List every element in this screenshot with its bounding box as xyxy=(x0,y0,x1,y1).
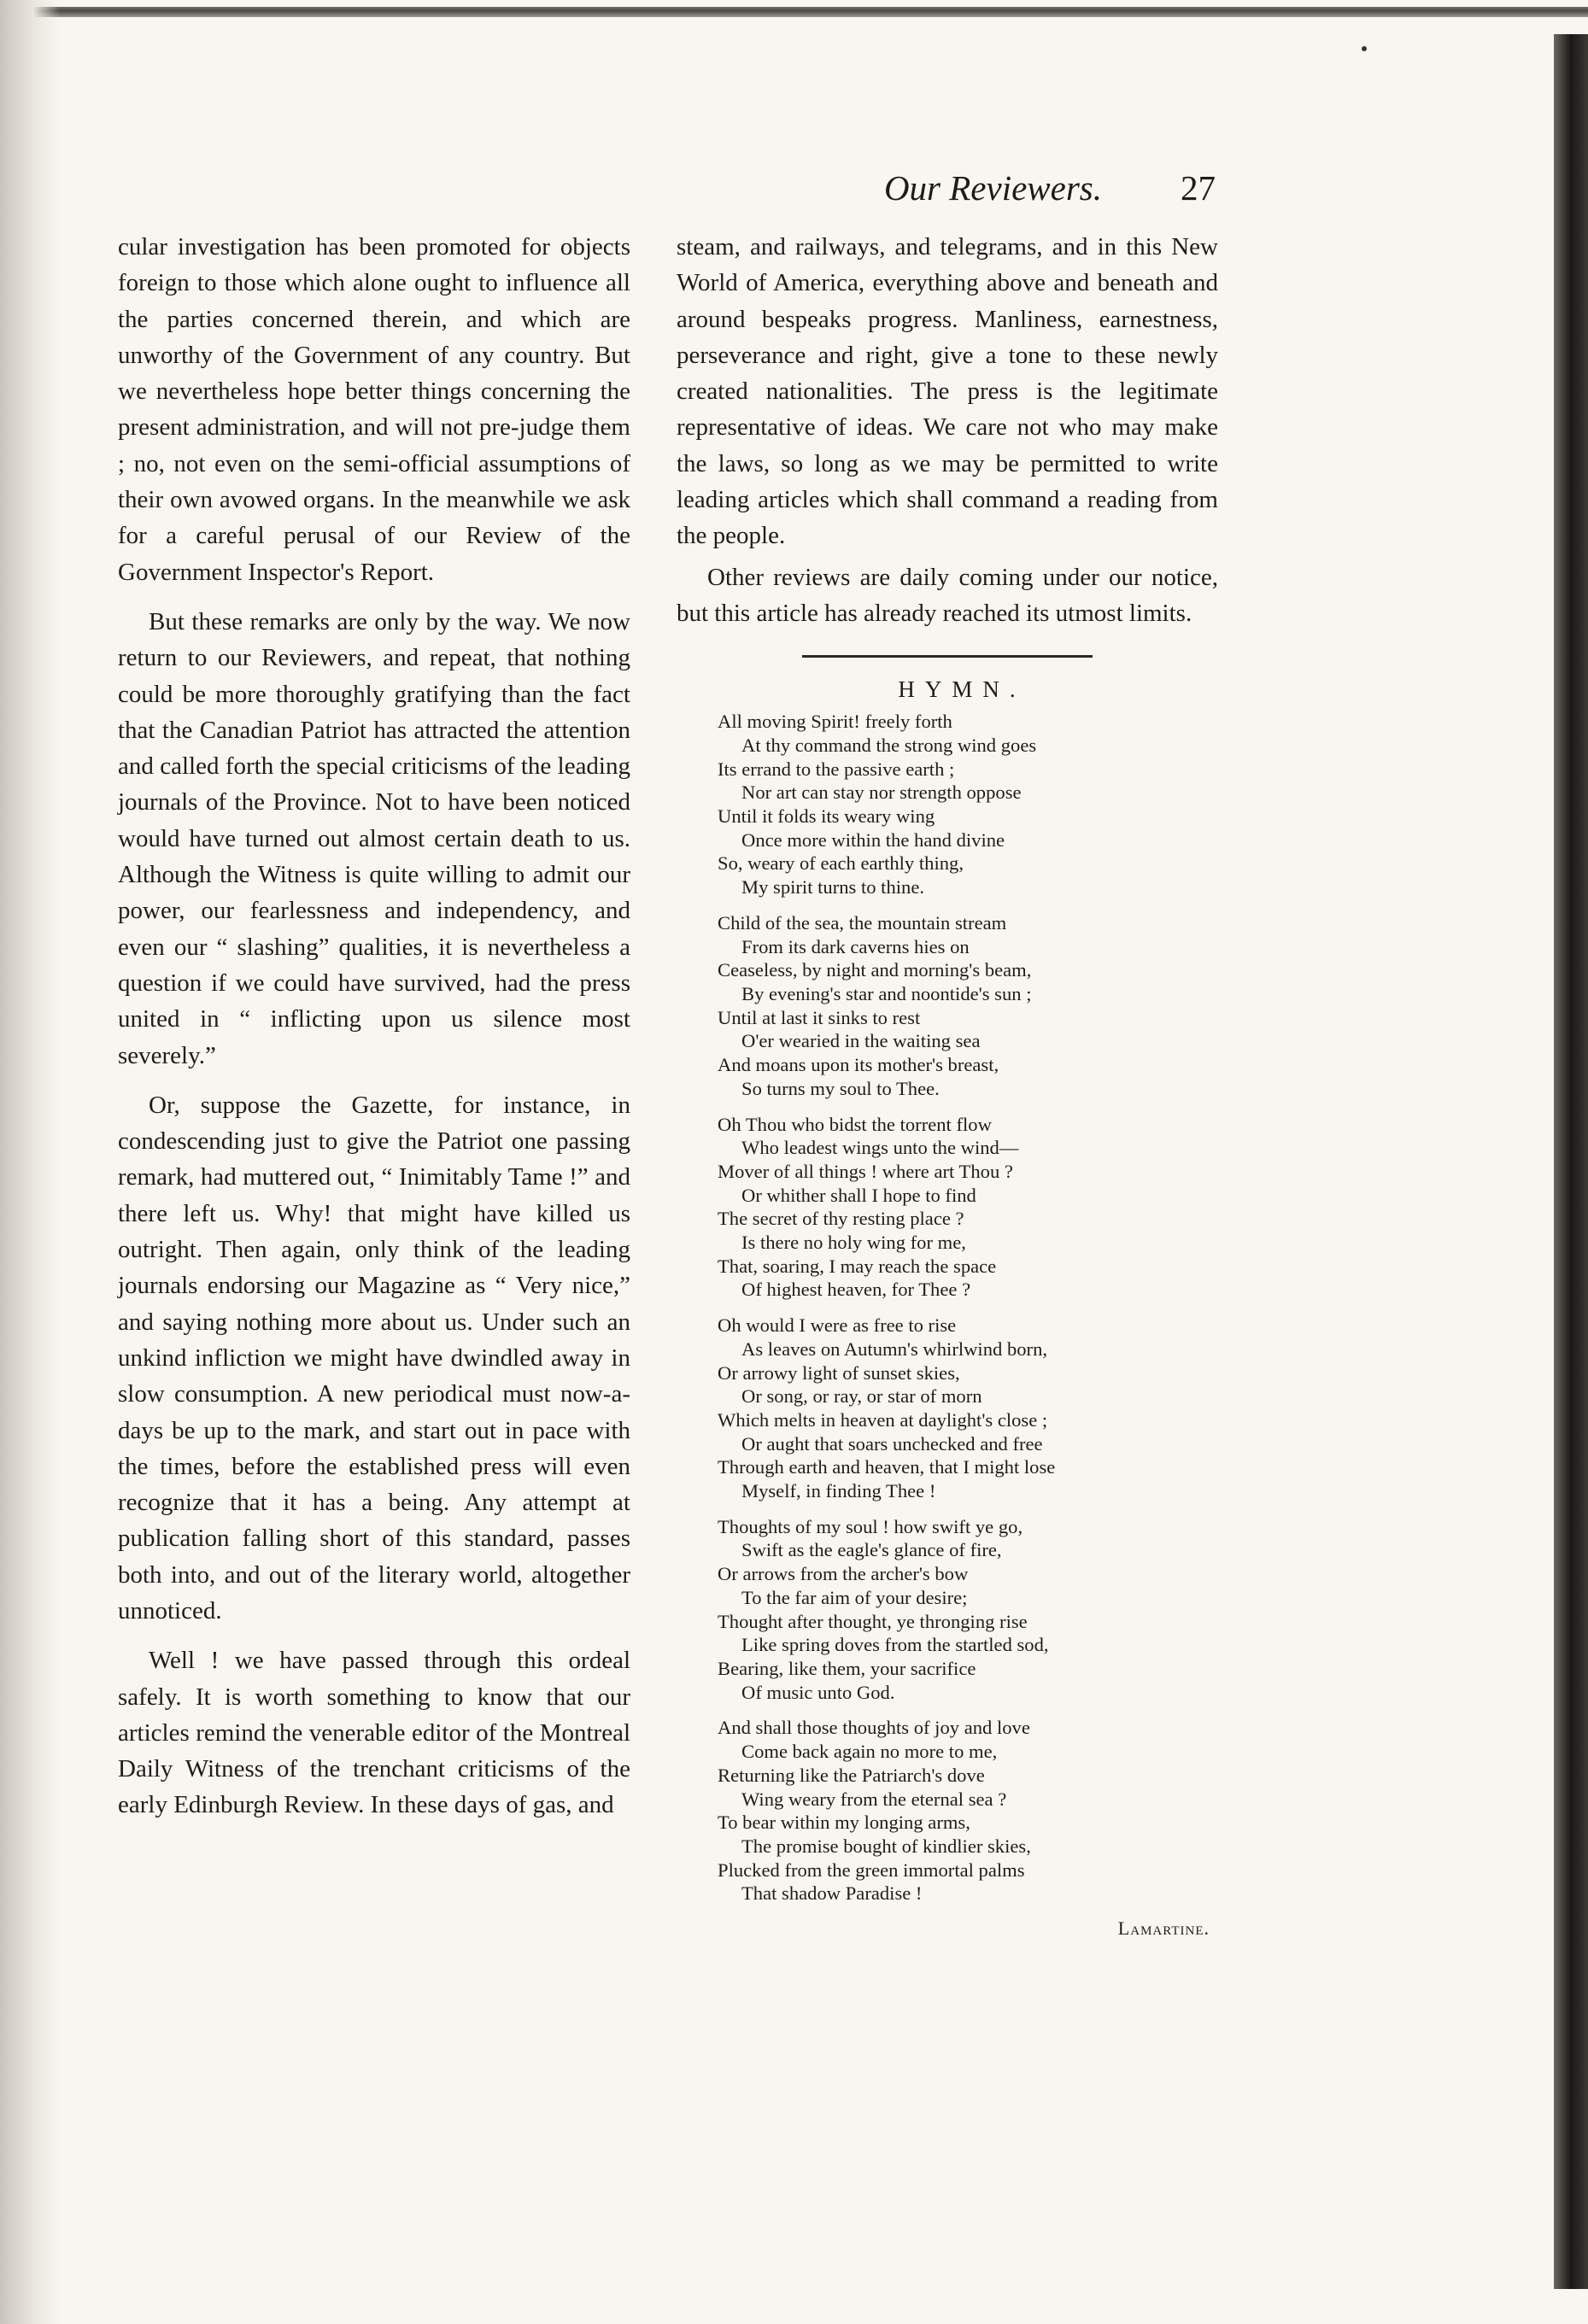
verse-line: Until it folds its weary wing xyxy=(718,805,935,828)
verse-line: The secret of thy resting place ? xyxy=(718,1208,964,1230)
paragraph: steam, and railways, and telegrams, and in this New World of America, everything above and beneath and around bespeaks progress. Manliness, earnestness, perseverance and right, give a tone to these newly created nationalities. The press is the legitimate representative of ideas. We care not who may make the laws, so long as we may be permitted to write leading articles which shall command a reading from the people. xyxy=(677,233,1218,550)
hymn-stanza xyxy=(718,1515,1218,1705)
page-number: 27 xyxy=(1181,168,1216,208)
verse-line: By evening's star and noontide's sun ; xyxy=(741,983,1032,1004)
verse-line: So, weary of each earthly thing, xyxy=(718,852,964,875)
hymn-stanza xyxy=(718,710,1218,899)
binding-shadow xyxy=(0,0,60,2324)
paragraph: Or, suppose the Gazette, for instance, in condescending just to give the Patriot one passing remark, had muttered out, “ Inimitably Tame !” and there left us. Why! that might have killed us outright. Then again, only think of the leading journals endorsing our Magazine as “ Very nice,” and saying nothing more about us. Under such an unkind infliction we might have dwindled away in slow consumption. A new periodical must now-a-days be up to the mark, and start out in pace with the times, before the established press will even recognize that it has a being. Any attempt at publication falling short of this standard, passes both into, and out of the literary world, altogether unnoticed. xyxy=(118,1091,630,1624)
verse-line: To the far aim of your desire; xyxy=(741,1586,968,1608)
verse-line: Child of the sea, the mountain stream xyxy=(718,911,1007,934)
verse-line: From its dark caverns hies on xyxy=(741,935,970,957)
verse-line: Wing weary from the eternal sea ? xyxy=(741,1788,1007,1810)
hymn-stanza xyxy=(718,1113,1218,1302)
verse-line: That, soaring, I may reach the space xyxy=(718,1255,997,1277)
verse-line: To bear within my longing arms, xyxy=(718,1812,970,1834)
verse-line: Once more within the hand divine xyxy=(741,828,1005,851)
verse-line: Swift as the eagle's glance of fire, xyxy=(741,1539,1002,1561)
verse-line: All moving Spirit! freely forth xyxy=(718,711,952,733)
right-column xyxy=(677,229,1218,1940)
paragraph: But these remarks are only by the way. We now return to our Reviewers, and repeat, that nothing could be more thoroughly gratifying than the fact that the Canadian Patriot has attracted the attention and called forth the special criticisms of the leading journals of the Province. Not to have been noticed would have turned out almost certain death to us. Although the Witness is quite willing to admit our power, our fearlessness and independency, and even our “ slashing” qualities, it is nevertheless a question if we could have survived, had the press united in “ inflicting upon us silence most severely.” xyxy=(118,607,630,1069)
verse-line: And moans upon its mother's breast, xyxy=(718,1054,999,1076)
verse-line: Of highest heaven, for Thee ? xyxy=(741,1279,971,1301)
poem-author: Lamartine. xyxy=(1117,1917,1210,1940)
verse-line: My spirit turns to thine. xyxy=(741,876,925,899)
verse-line: Its errand to the passive earth ; xyxy=(718,758,955,780)
verse-line: The promise bought of kindlier skies, xyxy=(741,1835,1031,1857)
verse-line: At thy command the strong wind goes xyxy=(741,734,1037,756)
paragraph: Other reviews are daily coming under our notice, but this article has already reached its utmost limits. xyxy=(677,563,1218,627)
paragraph: Well ! we have passed through this ordeal safely. It is worth something to know that our articles remind the venerable editor of the Montreal Daily Witness of the trenchant criticisms of the early Edinburgh Review. In these days of gas, and xyxy=(118,1647,630,1819)
running-head xyxy=(0,162,1588,214)
verse-line: Oh Thou who bidst the torrent flow xyxy=(718,1113,992,1135)
hymn-stanza xyxy=(718,911,1218,1101)
verse-line: Come back again no more to me, xyxy=(741,1741,998,1763)
page-edge-shadow xyxy=(1554,34,1588,2289)
verse-line: Or song, or ray, or star of morn xyxy=(741,1385,982,1408)
verse-line: Bearing, like them, your sacrifice xyxy=(718,1657,976,1679)
verse-line: Through earth and heaven, that I might lose xyxy=(718,1456,1056,1478)
verse-line: That shadow Paradise ! xyxy=(741,1882,923,1905)
hymn-title: HYMN. xyxy=(898,676,1026,703)
verse-line: Thought after thought, ye thronging rise xyxy=(718,1610,1028,1632)
verse-line: Is there no holy wing for me, xyxy=(741,1232,966,1254)
verse-line: Thoughts of my soul ! how swift ye go, xyxy=(718,1515,1023,1537)
verse-line: Or arrowy light of sunset skies, xyxy=(718,1361,960,1384)
verse-line: Myself, in finding Thee ! xyxy=(741,1480,936,1502)
verse-line: So turns my soul to Thee. xyxy=(741,1077,940,1099)
verse-line: Who leadest wings unto the wind— xyxy=(741,1137,1019,1159)
verse-line: As leaves on Autumn's whirlwind born, xyxy=(741,1338,1048,1360)
verse-line: Plucked from the green immortal palms xyxy=(718,1859,1025,1881)
running-head-title: Our Reviewers. xyxy=(883,168,1102,208)
verse-line: And shall those thoughts of joy and love xyxy=(718,1717,1030,1739)
paragraph: cular investigation has been promoted for objects foreign to those which alone ought to influence all the parties concerned therein, and which are unworthy of the Government of any country. But we nevertheless hope better things concerning the present administration, and will not pre-judge them ; no, not even on the semi-official assumptions of their own avowed organs. In the meanwhile we ask for a careful perusal of our Review of the Government Inspector's Report. xyxy=(118,233,630,586)
top-border-rule xyxy=(0,7,1588,17)
left-column xyxy=(118,229,630,1837)
hymn-stanza xyxy=(718,1716,1218,1905)
verse-line: Like spring doves from the startled sod, xyxy=(741,1634,1049,1656)
section-divider xyxy=(802,655,1093,658)
verse-line: Or arrows from the archer's bow xyxy=(718,1563,969,1585)
hymn-stanzas xyxy=(677,710,1218,1905)
verse-line: Of music unto God. xyxy=(741,1681,895,1703)
verse-line: Mover of all things ! where art Thou ? xyxy=(718,1160,1013,1182)
verse-line: Ceaseless, by night and morning's beam, xyxy=(718,959,1032,981)
verse-line: Until at last it sinks to rest xyxy=(718,1006,921,1028)
ink-speck xyxy=(1362,46,1367,51)
verse-line: Or whither shall I hope to find xyxy=(741,1184,976,1206)
hymn-poem xyxy=(677,676,1218,1940)
verse-line: O'er wearied in the waiting sea xyxy=(741,1030,981,1052)
verse-line: Which melts in heaven at daylight's close ; xyxy=(718,1408,1048,1431)
hymn-stanza xyxy=(718,1314,1218,1503)
verse-line: Returning like the Patriarch's dove xyxy=(718,1764,985,1786)
verse-line: Or aught that soars unchecked and free xyxy=(741,1432,1043,1455)
verse-line: Nor art can stay nor strength oppose xyxy=(741,781,1022,804)
verse-line: Oh would I were as free to rise xyxy=(718,1314,957,1337)
